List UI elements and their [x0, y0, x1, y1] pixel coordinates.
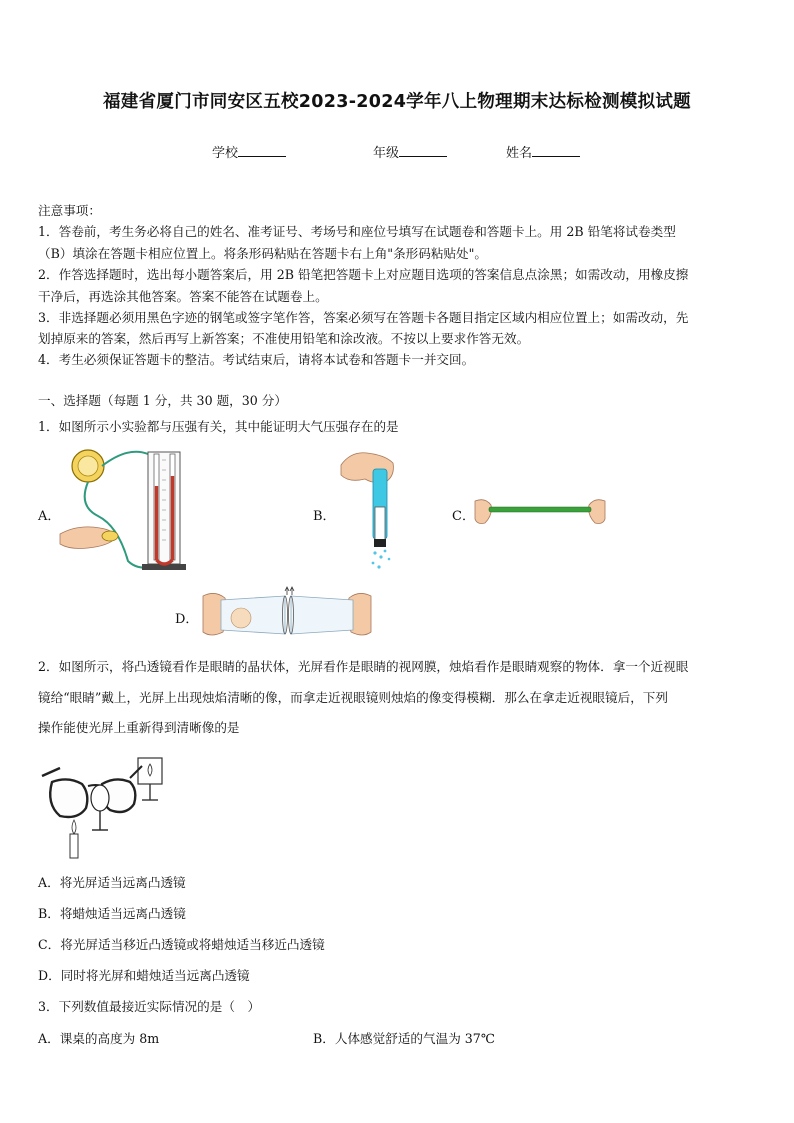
- q1-stem: 1．如图所示小实验都与压强有关，其中能证明大气压强存在的是: [38, 419, 399, 434]
- q1-figure-b: [335, 449, 405, 573]
- q1-option-d-label[interactable]: D．: [175, 612, 199, 627]
- school-label: 学校: [212, 146, 239, 161]
- q3-option-a[interactable]: A．课桌的高度为 8m: [38, 1031, 160, 1046]
- name-label: 姓名: [506, 146, 533, 161]
- q2-option-c[interactable]: C．将光屏适当移近凸透镜或将蜡烛适当移近凸透镜: [38, 937, 325, 952]
- q2-option-a[interactable]: A．将光屏适当远离凸透镜: [38, 875, 186, 890]
- grade-blank[interactable]: [399, 144, 447, 157]
- notice-heading: 注意事项：: [38, 203, 101, 218]
- q1-option-c-label[interactable]: C．: [452, 509, 475, 524]
- q1-figure-a: [58, 446, 188, 574]
- notice-line-7: 4．考生必须保证答题卡的整洁。考试结束后，请将本试卷和答题卡一并交回。: [38, 352, 475, 367]
- name-field[interactable]: [506, 142, 580, 161]
- notice-line-2: （B）填涂在答题卡相应位置上。将条形码粘贴在答题卡右上角"条形码粘贴处"。: [38, 246, 488, 261]
- name-blank[interactable]: [532, 144, 580, 157]
- q2-figure: [38, 754, 168, 860]
- notice-line-5: 3．非选择题必须用黑色字迹的钢笔或签字笔作答，答案必须写在答题卡各题目指定区域内相应位置上；如需改动，先: [38, 310, 689, 325]
- grade-label: 年级: [373, 146, 400, 161]
- q1-figure-d: [203, 586, 371, 642]
- q2-stem-line-1: 2．如图所示，将凸透镜看作是眼睛的晶状体，光屏看作是眼睛的视网膜，烛焰看作是眼睛观察的物体．拿一个近视眼: [38, 659, 689, 674]
- q1-figure-c: [475, 493, 605, 529]
- q2-option-b[interactable]: B．将蜡烛适当远离凸透镜: [38, 906, 186, 921]
- section-heading: 一、选择题（每题 1 分，共 30 题，30 分）: [38, 393, 287, 408]
- q3-stem: 3．下列数值最接近实际情况的是（ ）: [38, 999, 261, 1014]
- notice-line-4: 干净后，再选涂其他答案。答案不能答在试题卷上。: [38, 289, 328, 304]
- q1-option-a-label[interactable]: A．: [38, 509, 61, 524]
- page-title: 福建省厦门市同安区五校2023-2024学年八上物理期末达标检测模拟试题: [103, 92, 691, 112]
- notice-line-6: 划掉原来的答案，然后再写上新答案；不准使用铅笔和涂改液。不按以上要求作答无效。: [38, 331, 530, 346]
- q2-stem-line-2: 镜给“眼睛”戴上，光屏上出现烛焰清晰的像，而拿走近视眼镜则烛焰的像变得模糊．那么在拿走近视眼镜后，下列: [38, 690, 668, 705]
- school-field[interactable]: [212, 142, 286, 161]
- notice-line-1: 1．答卷前，考生务必将自己的姓名、准考证号、考场号和座位号填写在试题卷和答题卡上。用 2B 铅笔将试卷类型: [38, 224, 676, 239]
- notice-line-3: 2．作答选择题时，选出每小题答案后，用 2B 铅笔把答题卡上对应题目选项的答案信息点涂黑；如需改动，用橡皮擦: [38, 267, 689, 282]
- school-blank[interactable]: [238, 144, 286, 157]
- q2-option-d[interactable]: D．同时将光屏和蜡烛适当远离凸透镜: [38, 968, 250, 983]
- grade-field[interactable]: [373, 142, 447, 161]
- q2-stem-line-3: 操作能使光屏上重新得到清晰像的是: [38, 720, 240, 735]
- q3-option-b[interactable]: B．人体感觉舒适的气温为 37℃: [313, 1031, 495, 1046]
- q1-option-b-label[interactable]: B．: [313, 509, 336, 524]
